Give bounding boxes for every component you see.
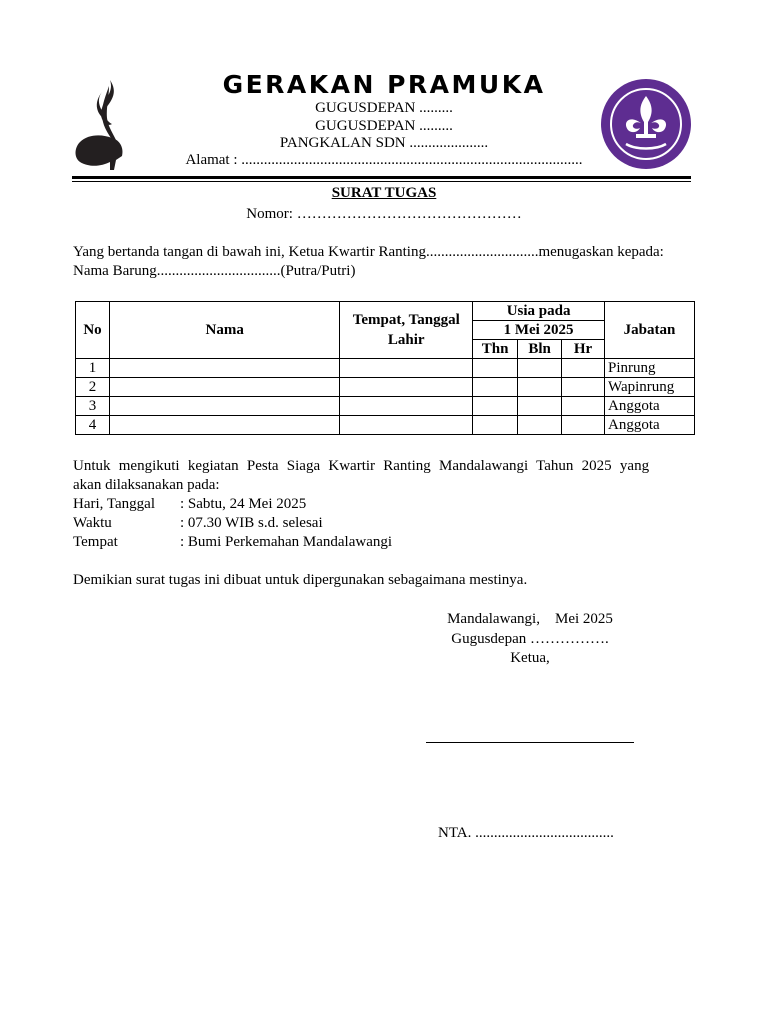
detail-label-tempat: Tempat xyxy=(73,534,118,550)
row-ttl xyxy=(340,378,473,397)
row-nama xyxy=(109,397,339,416)
table-row xyxy=(76,359,695,378)
signature-role: Ketua, xyxy=(510,650,550,666)
letter-heading: SURAT TUGAS xyxy=(331,185,437,201)
table-row xyxy=(76,397,695,416)
pangkalan-line: PANGKALAN SDN ..................... xyxy=(279,135,489,151)
row-no: 3 xyxy=(76,397,110,416)
row-thn xyxy=(473,359,518,378)
event-line-1: Untuk mengikuti kegiatan Pesta Siaga Kwartir Ranting Mandalawangi Tahun 2025 yang xyxy=(73,458,650,474)
closing-line: Demikian surat tugas ini dibuat untuk dipergunakan sebagaimana mestinya. xyxy=(73,572,528,588)
header-divider-thick xyxy=(72,176,691,179)
row-nama xyxy=(109,378,339,397)
address-line: Alamat : ........................................................................................... xyxy=(185,152,583,168)
row-ttl xyxy=(340,397,473,416)
row-no: 1 xyxy=(76,359,110,378)
detail-value-waktu: : 07.30 WIB s.d. selesai xyxy=(180,515,323,531)
row-bln xyxy=(518,397,562,416)
row-jabatan: Pinrung xyxy=(605,359,695,378)
row-jabatan: Anggota xyxy=(605,397,695,416)
header-ttl: Tempat, Tanggal Lahir xyxy=(340,302,473,359)
signature-nta: NTA. ..................................... xyxy=(438,825,614,841)
row-no: 2 xyxy=(76,378,110,397)
intro-line-2: Nama Barung.................................(Putra/Putri) xyxy=(73,263,356,279)
row-ttl xyxy=(340,416,473,435)
signature-place-date: Mandalawangi, Mei 2025 xyxy=(447,611,613,627)
gugusdepan-line-2: GUGUSDEPAN ......... xyxy=(315,118,453,134)
row-hr xyxy=(562,378,605,397)
detail-value-hari: : Sabtu, 24 Mei 2025 xyxy=(180,496,307,512)
row-hr xyxy=(562,416,605,435)
table-row xyxy=(76,416,695,435)
signature-line xyxy=(426,742,634,743)
event-line-2: akan dilaksanakan pada: xyxy=(73,477,220,493)
gugusdepan-line-1: GUGUSDEPAN ......... xyxy=(315,100,453,116)
header-usia-line-2: 1 Mei 2025 xyxy=(473,321,605,340)
row-bln xyxy=(518,416,562,435)
letter-number: Nomor: ……………………………………… xyxy=(246,206,522,222)
table-row xyxy=(76,378,695,397)
detail-value-tempat: : Bumi Perkemahan Mandalawangi xyxy=(180,534,393,550)
header-nama: Nama xyxy=(109,302,339,359)
row-nama xyxy=(109,416,339,435)
header-bln: Bln xyxy=(518,340,562,359)
row-ttl xyxy=(340,359,473,378)
header-divider-thin xyxy=(72,181,691,182)
row-thn xyxy=(473,416,518,435)
row-thn xyxy=(473,378,518,397)
header-hr: Hr xyxy=(562,340,605,359)
row-bln xyxy=(518,359,562,378)
header-thn: Thn xyxy=(473,340,518,359)
detail-label-waktu: Waktu xyxy=(73,515,112,531)
row-jabatan: Anggota xyxy=(605,416,695,435)
intro-line-1: Yang bertanda tangan di bawah ini, Ketua Kwartir Ranting..............................menugaskan kepada: xyxy=(73,244,664,260)
row-jabatan: Wapinrung xyxy=(605,378,695,397)
detail-label-hari: Hari, Tanggal xyxy=(73,496,155,512)
organization-title: GERAKAN PRAMUKA xyxy=(222,70,546,99)
row-hr xyxy=(562,397,605,416)
header-no: No xyxy=(76,302,110,359)
row-no: 4 xyxy=(76,416,110,435)
member-table xyxy=(75,301,695,435)
row-bln xyxy=(518,378,562,397)
row-hr xyxy=(562,359,605,378)
row-thn xyxy=(473,397,518,416)
row-nama xyxy=(109,359,339,378)
signature-org: Gugusdepan ……………. xyxy=(451,631,609,647)
header-usia-line-1: Usia pada xyxy=(473,302,605,321)
header-jabatan: Jabatan xyxy=(605,302,695,359)
